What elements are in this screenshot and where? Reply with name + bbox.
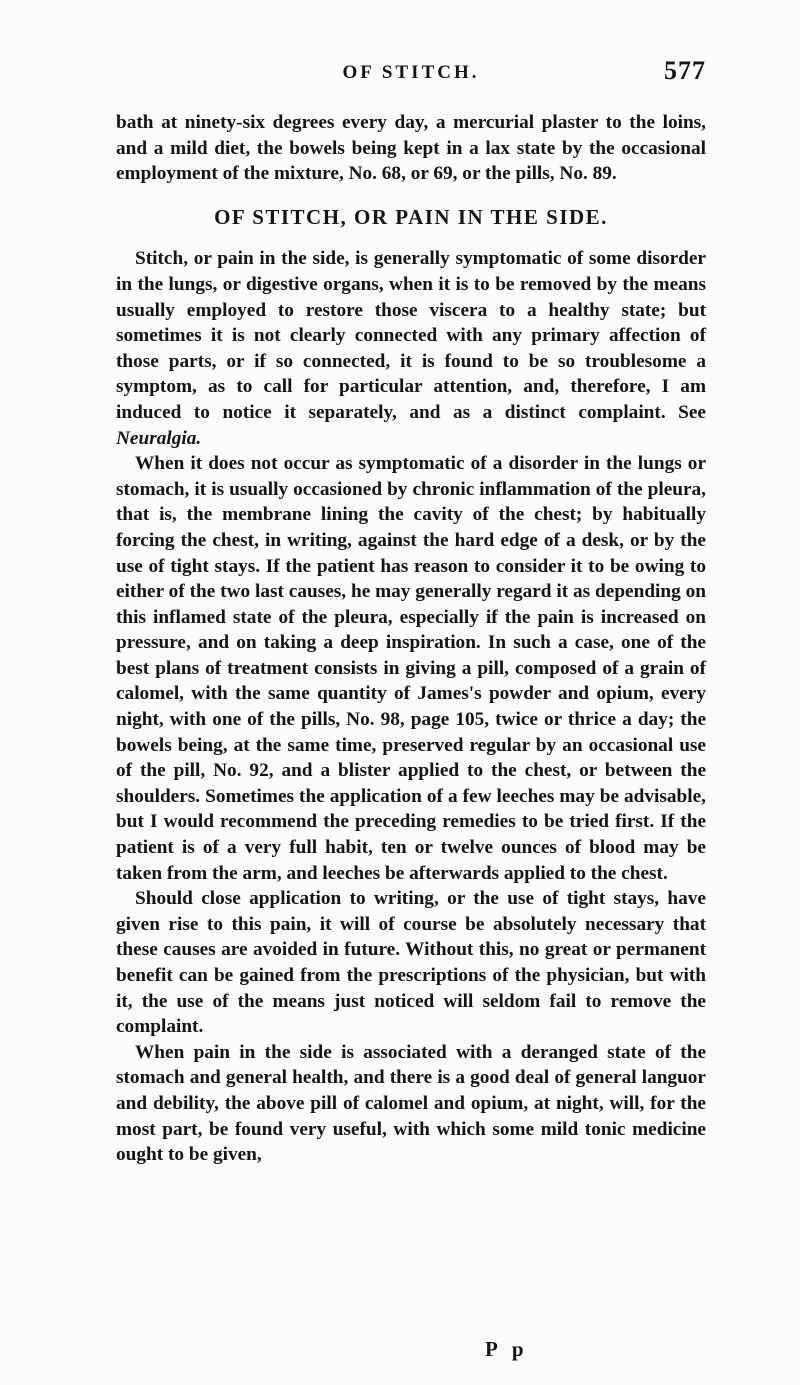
paragraph-avoid-causes: Should close application to writing, or the use of tight stays, have given rise to this pain, it will of course be absolutely necessary that these causes are avoided in future. Without this, no great or permanent benefit can be gained from the prescriptions of the physician, but with it, the use of the means just noticed will seldom fail to remove the complaint.	[116, 888, 706, 1038]
paragraph-stitch-definition	[116, 246, 706, 451]
page-number: 577	[664, 56, 706, 85]
paragraph-deranged-stomach: When pain in the side is associated with a deranged state of the stomach and general health, and there is a good deal of general languor and debility, the above pill of calomel and opium, at night, will, for the most part, be found very useful, with which some mild tonic medicine ought to be given,	[116, 1041, 706, 1166]
paragraph-pleura-treatment: When it does not occur as symptomatic of a disorder in the lungs or stomach, it is usually occasioned by chronic inflammation of the pleura, that is, the membrane lining the cavity of the chest; by habitually forcing the chest, in writing, against the hard edge of a desk, or by the use of tight stays. If the patient has reason to consider it to be owing to either of the two last causes, he may generally regard it as depending on this inflamed state of the pleura, especially if the pain is increased on pressure, and on taking a deep inspiration. In such a case, one of the best plans of treatment consists in giving a pill, composed of a grain of calomel, with the same quantity of James's powder and opium, every night, with one of the pills, No. 98, page 105, twice or thrice a day; the bowels being, at the same time, preserved regular by an occasional use of the pill, No. 92, and a blister applied to the chest, or between the shoulders. Sometimes the application of a few leeches may be advisable, but I would recommend the preceding remedies to be tried first. If the patient is of a very full habit, ten or twelve ounces of blood may be taken from the arm, and leeches be afterwards applied to the chest.	[116, 453, 706, 884]
body-text	[116, 110, 706, 1168]
running-title: OF STITCH.	[342, 62, 480, 83]
cross-reference-neuralgia: Neuralgia.	[116, 427, 202, 449]
signature-mark: P p	[485, 1337, 529, 1361]
section-heading: OF STITCH, OR PAIN IN THE SIDE.	[214, 204, 608, 229]
paragraph-1-text: Stitch, or pain in the side, is generally symptomatic of some disorder in the lungs, or digestive organs, when it is to be removed by the means usually employed to restore those viscera to a healthy state; but sometimes it is not clearly connected with any primary affection of those parts, or if so connected, it is found to be so troublesome a symptom, as to call for particular attention, and, therefore, I am induced to notice it separately, and as a distinct complaint. See	[116, 248, 706, 423]
running-header	[116, 56, 706, 92]
opening-paragraph: bath at ninety-six degrees every day, a mercurial plaster to the loins, and a mild diet, the bowels being kept in a lax state by the occasional employment of the mixture, No. 68, or 69, or the pills, No. 89.	[116, 112, 706, 185]
